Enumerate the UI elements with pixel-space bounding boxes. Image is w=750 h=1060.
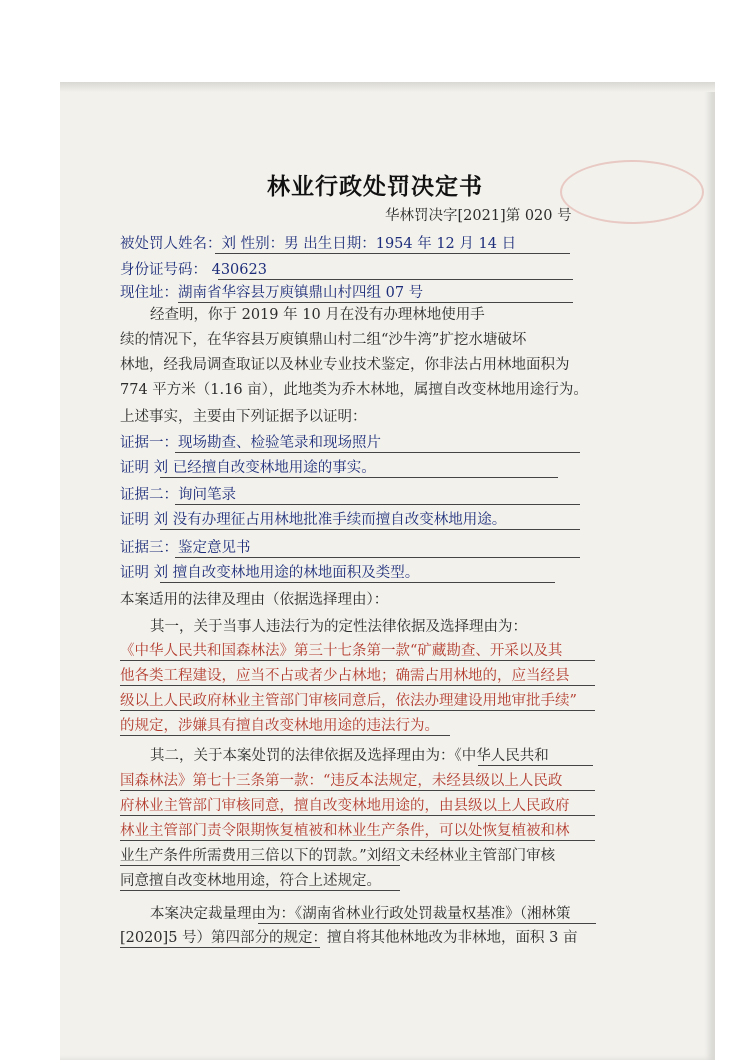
paragraph-3-underline-2: [120, 790, 595, 791]
paragraph-2-line-3: 他各类工程建设，应当不占或者少占林地；确需占用林地的，应当经县: [120, 668, 570, 684]
paragraph-1-line-2: 续的情况下，在华容县万庾镇鼎山村二组“沙牛湾”扩挖水塘破坏: [120, 332, 527, 348]
document-title: 林业行政处罚决定书: [267, 174, 483, 200]
paragraph-2-line-4: 级以上人民政府林业主管部门审核同意后，依法办理建设用地审批手续”: [120, 693, 577, 709]
paragraph-2-underline-3: [120, 685, 595, 686]
evidence-2-label: 证据二：询问笔录: [120, 487, 236, 503]
facts-intro: 上述事实，主要由下列证据予以证明：: [120, 409, 367, 425]
paragraph-3-line-3: 府林业主管部门审核同意，擅自改变林地用途的，由县级以上人民政府: [120, 798, 570, 814]
address-line: 现住址：湖南省华容县万庾镇鼎山村四组 07 号: [120, 285, 424, 301]
paragraph-3-line-6: 同意擅自改变林地用途，符合上述规定。: [120, 873, 381, 889]
paragraph-4-line-1: 本案决定裁量理由为：《湖南省林业行政处罚裁量权基准》（湘林策: [150, 906, 571, 922]
evidence-1-underline: [175, 452, 580, 453]
evidence-3-underline: [175, 557, 580, 558]
evidence-1-label: 证据一：现场勘查、检验笔录和现场照片: [120, 435, 381, 451]
party-underline: [215, 253, 570, 254]
paragraph-2-underline-4: [120, 710, 595, 711]
evidence-3-label: 证据三：鉴定意见书: [120, 540, 251, 556]
paragraph-2-line-1: 其一，关于当事人违法行为的定性法律依据及选择理由为：: [150, 619, 527, 635]
id-underline: [218, 279, 573, 280]
document-number: 华林罚决字[2021]第 020 号: [385, 208, 572, 224]
paragraph-1-line-4: 774 平方米（1.16 亩），此地类为乔木林地，属擅自改变林地用途行为。: [120, 382, 588, 398]
paragraph-1-line-3: 林地，经我局调查取证以及林业专业技术鉴定，你非法占用林地面积为: [120, 357, 570, 373]
paragraph-2-line-5: 的规定，涉嫌具有擅自改变林地用途的违法行为。: [120, 718, 439, 734]
law-intro: 本案适用的法律及理由（依据选择理由）：: [120, 592, 389, 608]
party-info-line: 被处罚人姓名：刘 性别：男 出生日期：1954 年 12 月 14 日: [120, 236, 517, 252]
paragraph-2-underline-2: [120, 660, 595, 661]
paragraph-3-line-1: 其二，关于本案处罚的法律依据及选择理由为：《中华人民共和: [150, 748, 549, 764]
paragraph-2-underline-5: [120, 735, 450, 736]
evidence-2-underline: [175, 504, 580, 505]
paragraph-4-underline-1: [258, 923, 596, 924]
evidence-2-proof: 证明 刘 没有办理征占用林地批准手续而擅自改变林地用途。: [120, 512, 507, 528]
paragraph-4-underline-2: [120, 947, 320, 948]
paragraph-3-line-4: 林业主管部门责令限期恢复植被和林业生产条件，可以处恢复植被和林: [120, 823, 570, 839]
evidence-3-proof-underline: [160, 582, 555, 583]
paragraph-3-underline-3: [120, 815, 595, 816]
paragraph-3-underline-1: [478, 765, 593, 766]
paragraph-4-line-2: [2020]5 号）第四部分的规定：擅自将其他林地改为非林地，面积 3 亩: [120, 930, 578, 946]
evidence-1-proof-underline: [160, 477, 558, 478]
paragraph-3-line-5: 业生产条件所需费用三倍以下的罚款。”刘绍文未经林业主管部门审核: [120, 848, 556, 864]
evidence-3-proof: 证明 刘 擅自改变林地用途的林地面积及类型。: [120, 565, 420, 581]
paragraph-3-underline-5: [120, 865, 400, 866]
id-number-line: 身份证号码： 430623: [120, 262, 267, 278]
paragraph-2-line-2: 《中华人民共和国森林法》第三十七条第一款“矿藏勘查、开采以及其: [120, 643, 563, 659]
paragraph-3-underline-4: [120, 840, 595, 841]
evidence-1-proof: 证明 刘 已经擅自改变林地用途的事实。: [120, 460, 376, 476]
paragraph-3-underline-6: [120, 890, 400, 891]
evidence-2-proof-underline: [160, 529, 580, 530]
paragraph-1-line-1: 经查明，你于 2019 年 10 月在没有办理林地使用手: [150, 307, 485, 323]
paragraph-3-line-2: 国森林法》第七十三条第一款：“违反本法规定，未经县级以上人民政: [120, 773, 563, 789]
address-underline: [178, 302, 573, 303]
